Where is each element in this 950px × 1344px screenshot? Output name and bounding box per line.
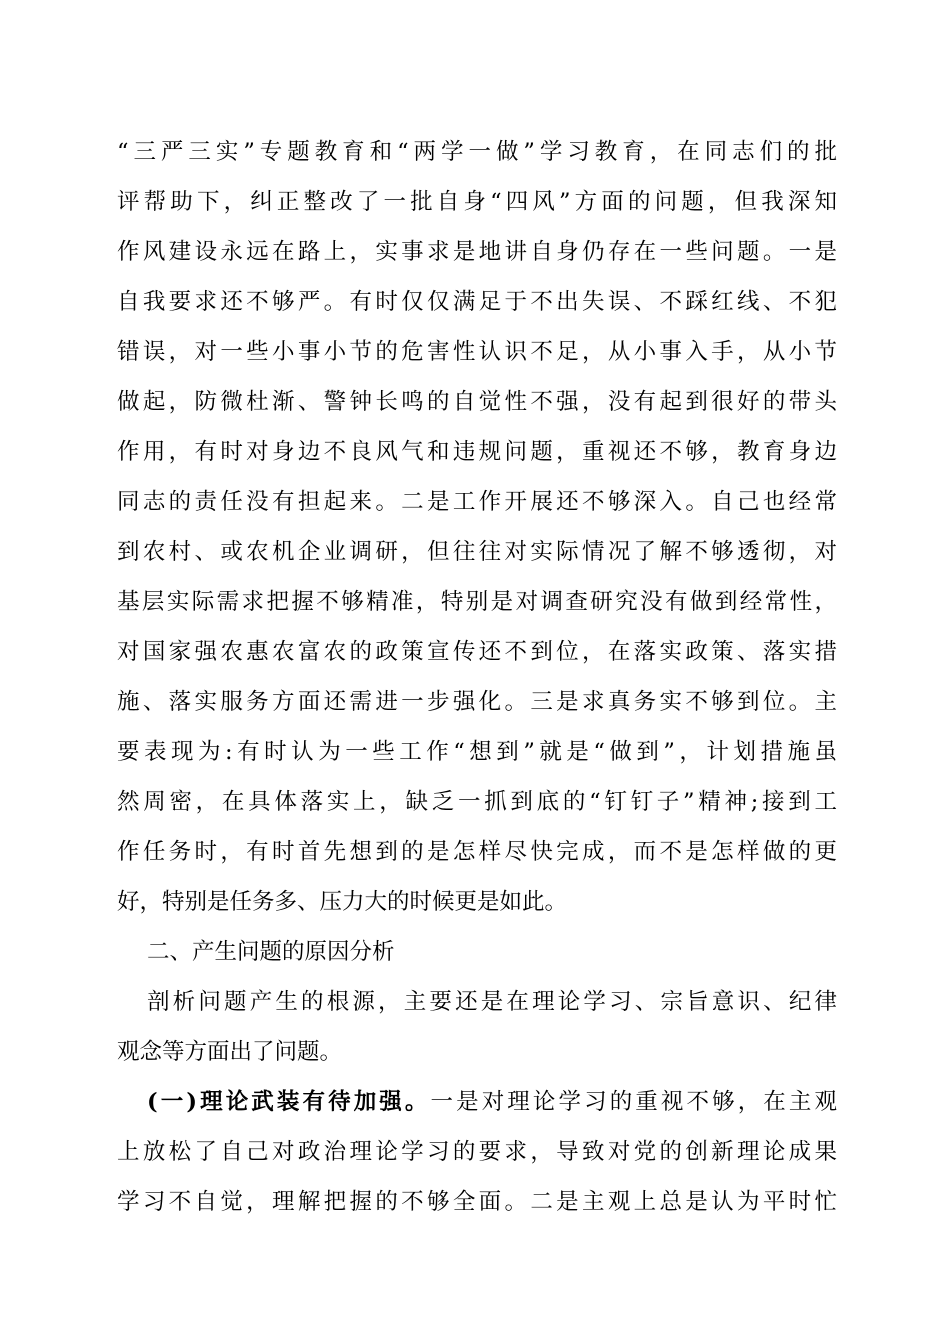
text-run: 一是对理论学习的重视不够，在主观: [430, 1089, 837, 1115]
subsection-heading: (一)理论武装有待加强。: [147, 1089, 431, 1115]
text-line: 好，特别是任务多、压力大的时候更是如此。: [117, 889, 568, 915]
text-line: 剖析问题产生的根源，主要还是在理论学习、宗旨意识、纪律: [147, 989, 837, 1015]
text-line: 到农村、或农机企业调研，但往往对实际情况了解不够透彻，对: [117, 539, 837, 565]
text-line: 做起，防微杜渐、警钟长鸣的自觉性不强，没有起到很好的带头: [117, 389, 837, 415]
text-line: 同志的责任没有担起来。二是工作开展还不够深入。自己也经常: [117, 489, 837, 515]
text-line: [147, 1087, 837, 1117]
text-line: 施、落实服务方面还需进一步强化。三是求真务实不够到位。主: [117, 689, 837, 715]
text-line: 作风建设永远在路上，实事求是地讲自身仍存在一些问题。一是: [117, 239, 837, 265]
text-line: “三严三实”专题教育和“两学一做”学习教育，在同志们的批: [117, 139, 837, 165]
text-line: 评帮助下，纠正整改了一批自身“四风”方面的问题，但我深知: [117, 189, 837, 215]
text-line: 要表现为:有时认为一些工作“想到”就是“做到”，计划措施虽: [117, 739, 837, 765]
text-line: 观念等方面出了问题。: [117, 1039, 343, 1065]
text-line: 自我要求还不够严。有时仅仅满足于不出失误、不踩红线、不犯: [117, 289, 837, 315]
text-line: 错误，对一些小事小节的危害性认识不足，从小事入手，从小节: [117, 339, 837, 365]
text-line: 然周密，在具体落实上，缺乏一抓到底的“钉钉子”精神;接到工: [117, 789, 837, 815]
text-line: 上放松了自己对政治理论学习的要求，导致对党的创新理论成果: [117, 1139, 837, 1165]
text-line: 基层实际需求把握不够精准，特别是对调查研究没有做到经常性，: [117, 589, 837, 615]
text-line: 作任务时，有时首先想到的是怎样尽快完成，而不是怎样做的更: [117, 839, 837, 865]
section-heading: 二、产生问题的原因分析: [147, 939, 395, 965]
text-line: 对国家强农惠农富农的政策宣传还不到位，在落实政策、落实措: [117, 639, 837, 665]
text-line: 学习不自觉，理解把握的不够全面。二是主观上总是认为平时忙: [117, 1189, 837, 1215]
text-line: 作用，有时对身边不良风气和违规问题，重视还不够，教育身边: [117, 439, 837, 465]
